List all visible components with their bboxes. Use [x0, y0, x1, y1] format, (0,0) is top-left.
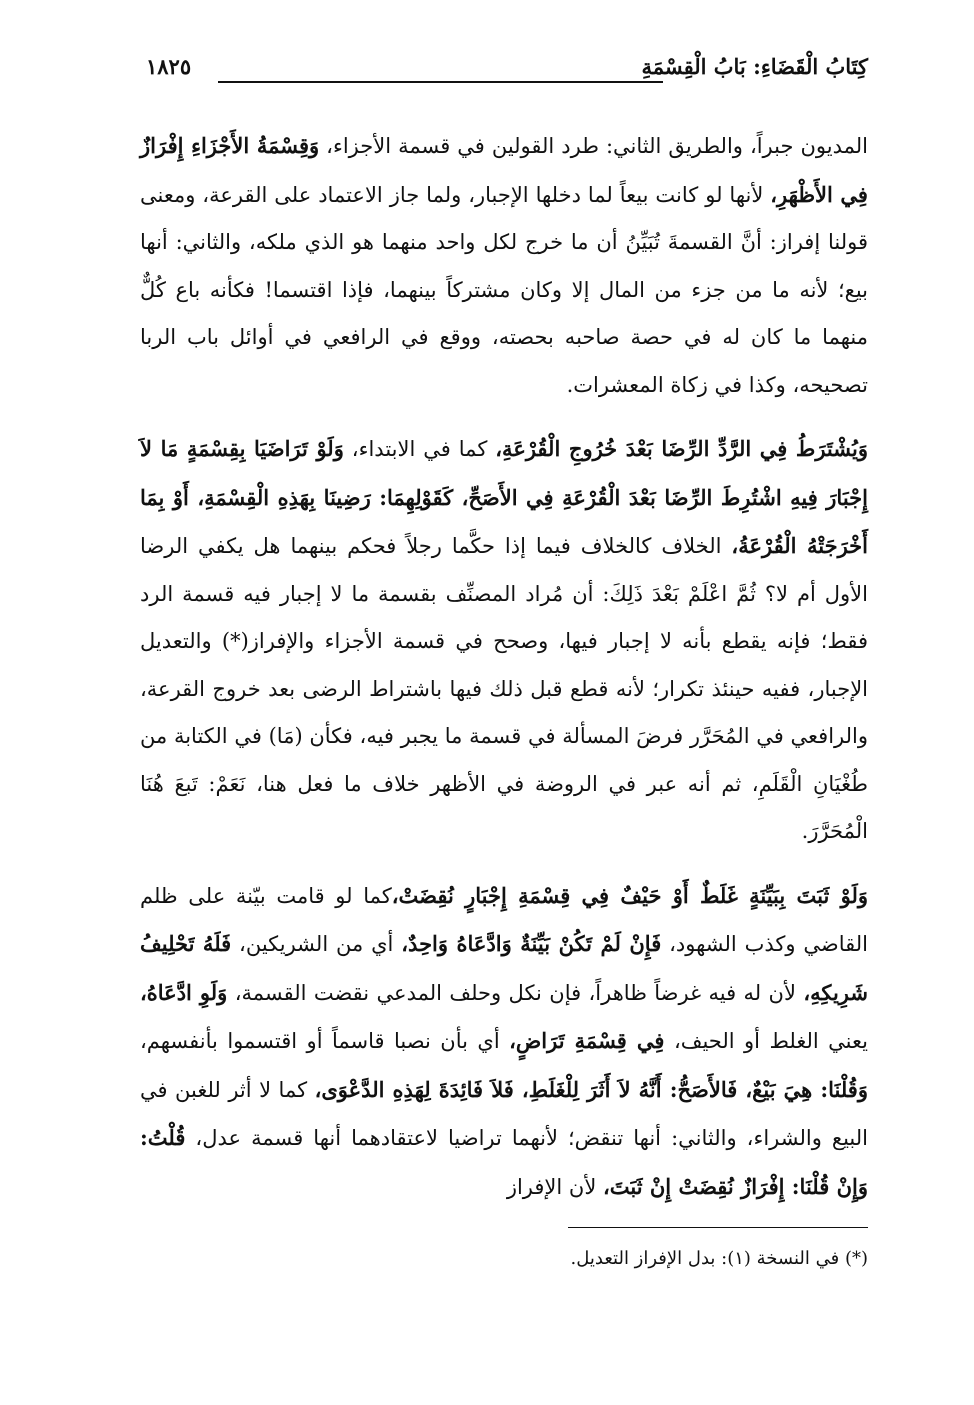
- matn-run: قُلْتُ: وَإِنْ قُلْنَا: إِفْرَازٌ نُقِضَتْ إِنْ ثَبَتَ،: [140, 1125, 868, 1199]
- text-run: كما في الابتداء،: [343, 437, 496, 461]
- running-header: [140, 48, 868, 98]
- header-title: كِتَابُ الْقَضَاءِ: بَابُ الْقِسْمَةِ: [641, 54, 868, 79]
- matn-run: وَيُشْتَرَطُ فِي الرَّدِّ الرِّضَا بَعْدَ خُرُوجِ الْقُرْعَةِ،: [495, 436, 868, 461]
- matn-run: فَلَهُ تَحْلِيفُ شَرِيكِهِ،: [140, 931, 868, 1005]
- text-run: الخلاف كالخلاف فيما إذا حكَّما رجلاً فحكم بينهما هل يكفي الرضا الأول أم لا؟ ثُمَّ اعْلَمْ بَعْدَ ذَلِكَ: أن مُراد المصنِّف بقسمة ما لا إجبار فيه قسمة الرد فقط؛ فإنه يقطع بأنه لا إجبار فيها، وصحح في قسمة الأجزاء والإفراز(*) والتعديل الإجبار، ففيه حينئذ تكرار؛ لأنه قطع قبل ذلك فيها باشتراط الرضى بعد خروج القرعة، والرافعي في المُحَرَّر فرضَ المسألة في قسمة ما يجبر فيه، فكأن (مَا) في الكتابة من طُغْيَانِ الْقَلَمِ، ثم أنه عبر في الروضة في الأظهر خلاف ما فعل هنا، نَعَمْ: تَبعَ هُنَا الْمُحَرَّرَ.: [140, 534, 868, 843]
- text-run: المديون جبراً، والطريق الثاني: طرد القولين في قسمة الأجزاء،: [319, 134, 868, 158]
- footnote-rule: [568, 1227, 868, 1228]
- text-run: كما لا أثر للغبن في البيع والشراء، والثاني: أنها تنقض؛ لأنهما تراضيا لاعتقادهما أنها قسمة عدل،: [140, 1077, 868, 1150]
- page: [140, 48, 868, 1274]
- footnote: (*) في النسخة (١): بدل الإفراز التعديل.: [570, 1248, 868, 1269]
- page-body: [140, 122, 868, 1211]
- matn-run: وَلَوِ ادَّعَاهُ،: [140, 979, 228, 1005]
- paragraph-2: [140, 425, 868, 856]
- matn-run: وَقُلْنَا: هِيَ بَيْعٌ، فَالأَصَحُّ: أَنَّهُ لاَ أَثَرَ لِلْغَلَطِ، فَلاَ فَائِدَةَ لِهَذِهِ الدَّعْوَى،: [314, 1076, 868, 1102]
- text-run: يعني الغلط أو الحيف،: [664, 1029, 868, 1053]
- matn-run: فَإِنْ لَمْ تَكُنْ بَيِّنَةٌ وَادَّعَاهُ وَاحِدٌ،: [401, 931, 662, 956]
- paragraph-1: [140, 122, 868, 409]
- matn-run: وَلَوْ تَرَاضَيَا بِقِسْمَةٍ مَا لاَ إِجْبَارَ فِيهِ اشْتُرِطَ الرِّضَا بَعْدَ الْقُرْعَةِ فِي الأَصَحِّ، كَقَوْلِهِمَا: رَضِينَا بِهَذِهِ الْقِسْمَةِ، أَوْ بِمَا أَخْرَجَتْهُ الْقُرْعَةُ،: [140, 436, 868, 558]
- page-number: ١٨٢٥: [146, 54, 192, 79]
- header-rule: [218, 81, 663, 83]
- matn-run: وَلَوْ ثَبَتَ بِبَيِّنَةٍ غَلَطٌ أَوْ حَيْفٌ فِي قِسْمَةِ إِجْبَارٍ نُقِضَتْ،: [391, 882, 868, 908]
- matn-run: فِي قِسْمَةِ تَرَاضٍ،: [509, 1028, 665, 1053]
- paragraph-3: [140, 872, 868, 1212]
- text-run: أي من الشريكين،: [231, 932, 402, 956]
- text-run: أي بأن نصبا قاسماً أو اقتسموا بأنفسهم،: [140, 1029, 510, 1053]
- text-run: كما لو قامت بيّنة على ظلم القاضي وكذب الشهود،: [140, 883, 868, 956]
- matn-run: وَقِسْمَةُ الأَجْزَاءِ إِفْرَازٌ فِي الأَظْهَرِ،: [140, 133, 868, 207]
- text-run: لأن له فيه غرضاً ظاهراً، فإن نكل وحلف المدعي نقضت القسمة،: [227, 980, 804, 1005]
- text-run: لأن الإفراز: [506, 1174, 603, 1199]
- text-run: لأنها لو كانت بيعاً لما دخلها الإجبار، ولما جاز الاعتماد على القرعة، ومعنى قولنا إفراز: أنَّ القسمةَ تُبَيِّنُ أن ما خرج لكل واحد منهما هو الذي ملكه، والثاني: أنها بيع؛ لأنه ما من جزء من المال إلا وكان مشتركاً بينهما، فإذا اقتسما! فكأنه باع كُلٌّ منهما ما كان له في حصة صاحبه بحصته، ووقع في الرافعي في أوائل باب الربا تصحيحه، وكذا في زكاة المعشرات.: [140, 182, 868, 397]
